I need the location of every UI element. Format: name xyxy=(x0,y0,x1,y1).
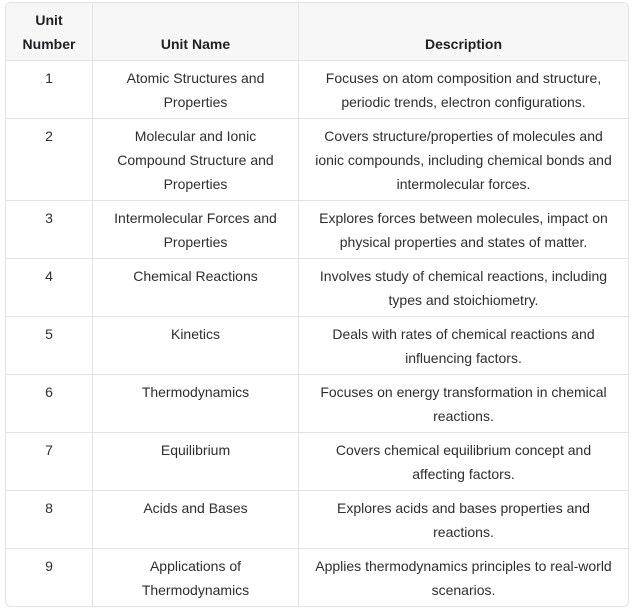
units-table xyxy=(5,2,629,607)
table-row xyxy=(6,433,628,491)
table-row xyxy=(6,317,628,375)
unit-name-cell: Acids and Bases xyxy=(93,491,299,549)
unit-name-cell: Atomic Structures and Properties xyxy=(93,61,299,119)
table-row xyxy=(6,61,628,119)
unit-name-cell: Kinetics xyxy=(93,317,299,375)
description-cell: Applies thermodynamics principles to real-world scenarios. xyxy=(315,558,612,598)
header-description: Description xyxy=(299,3,628,61)
description-cell: Involves study of chemical reactions, including types and stoichiometry. xyxy=(299,259,628,317)
unit-number-cell: 8 xyxy=(6,491,93,549)
description-cell: Explores acids and bases properties and reactions. xyxy=(299,491,628,549)
table-row xyxy=(6,375,628,433)
description-cell: Focuses on atom composition and structure, periodic trends, electron configurations. xyxy=(299,61,628,119)
description-cell: Covers structure/properties of molecules and ionic compounds, including chemical bonds and intermolecular forces. xyxy=(299,119,628,201)
header-unit-name: Unit Name xyxy=(93,3,299,61)
table-row xyxy=(6,549,628,606)
header-row xyxy=(6,3,628,61)
description-cell: Explores forces between molecules, impact on physical properties and states of matter. xyxy=(299,201,628,259)
unit-name-cell: Applications of Thermodynamics xyxy=(93,549,299,606)
table-row xyxy=(6,201,628,259)
unit-number-cell: 5 xyxy=(6,317,93,375)
description-cell: Covers chemical equilibrium concept and affecting factors. xyxy=(299,433,628,491)
description-cell: Deals with rates of chemical reactions and influencing factors. xyxy=(299,317,628,375)
unit-number-cell: 2 xyxy=(6,119,93,201)
description-cell: Focuses on energy transformation in chemical reactions. xyxy=(299,375,628,433)
unit-name-cell: Equilibrium xyxy=(93,433,299,491)
unit-number-cell: 6 xyxy=(6,375,93,433)
unit-name-cell: Molecular and Ionic Compound Structure and Properties xyxy=(93,119,299,201)
table-row xyxy=(6,491,628,549)
unit-name-cell: Thermodynamics xyxy=(93,375,299,433)
unit-number-cell: 7 xyxy=(6,433,93,491)
unit-name-cell: Intermolecular Forces and Properties xyxy=(93,201,299,259)
table-row xyxy=(6,119,628,201)
unit-number-cell: 9 xyxy=(6,549,93,606)
header-unit-number: Unit Number xyxy=(6,3,93,61)
unit-number-cell: 3 xyxy=(6,201,93,259)
table-row xyxy=(6,259,628,317)
unit-name-cell: Chemical Reactions xyxy=(93,259,299,317)
unit-number-cell: 1 xyxy=(6,61,93,119)
unit-number-cell: 4 xyxy=(6,259,93,317)
